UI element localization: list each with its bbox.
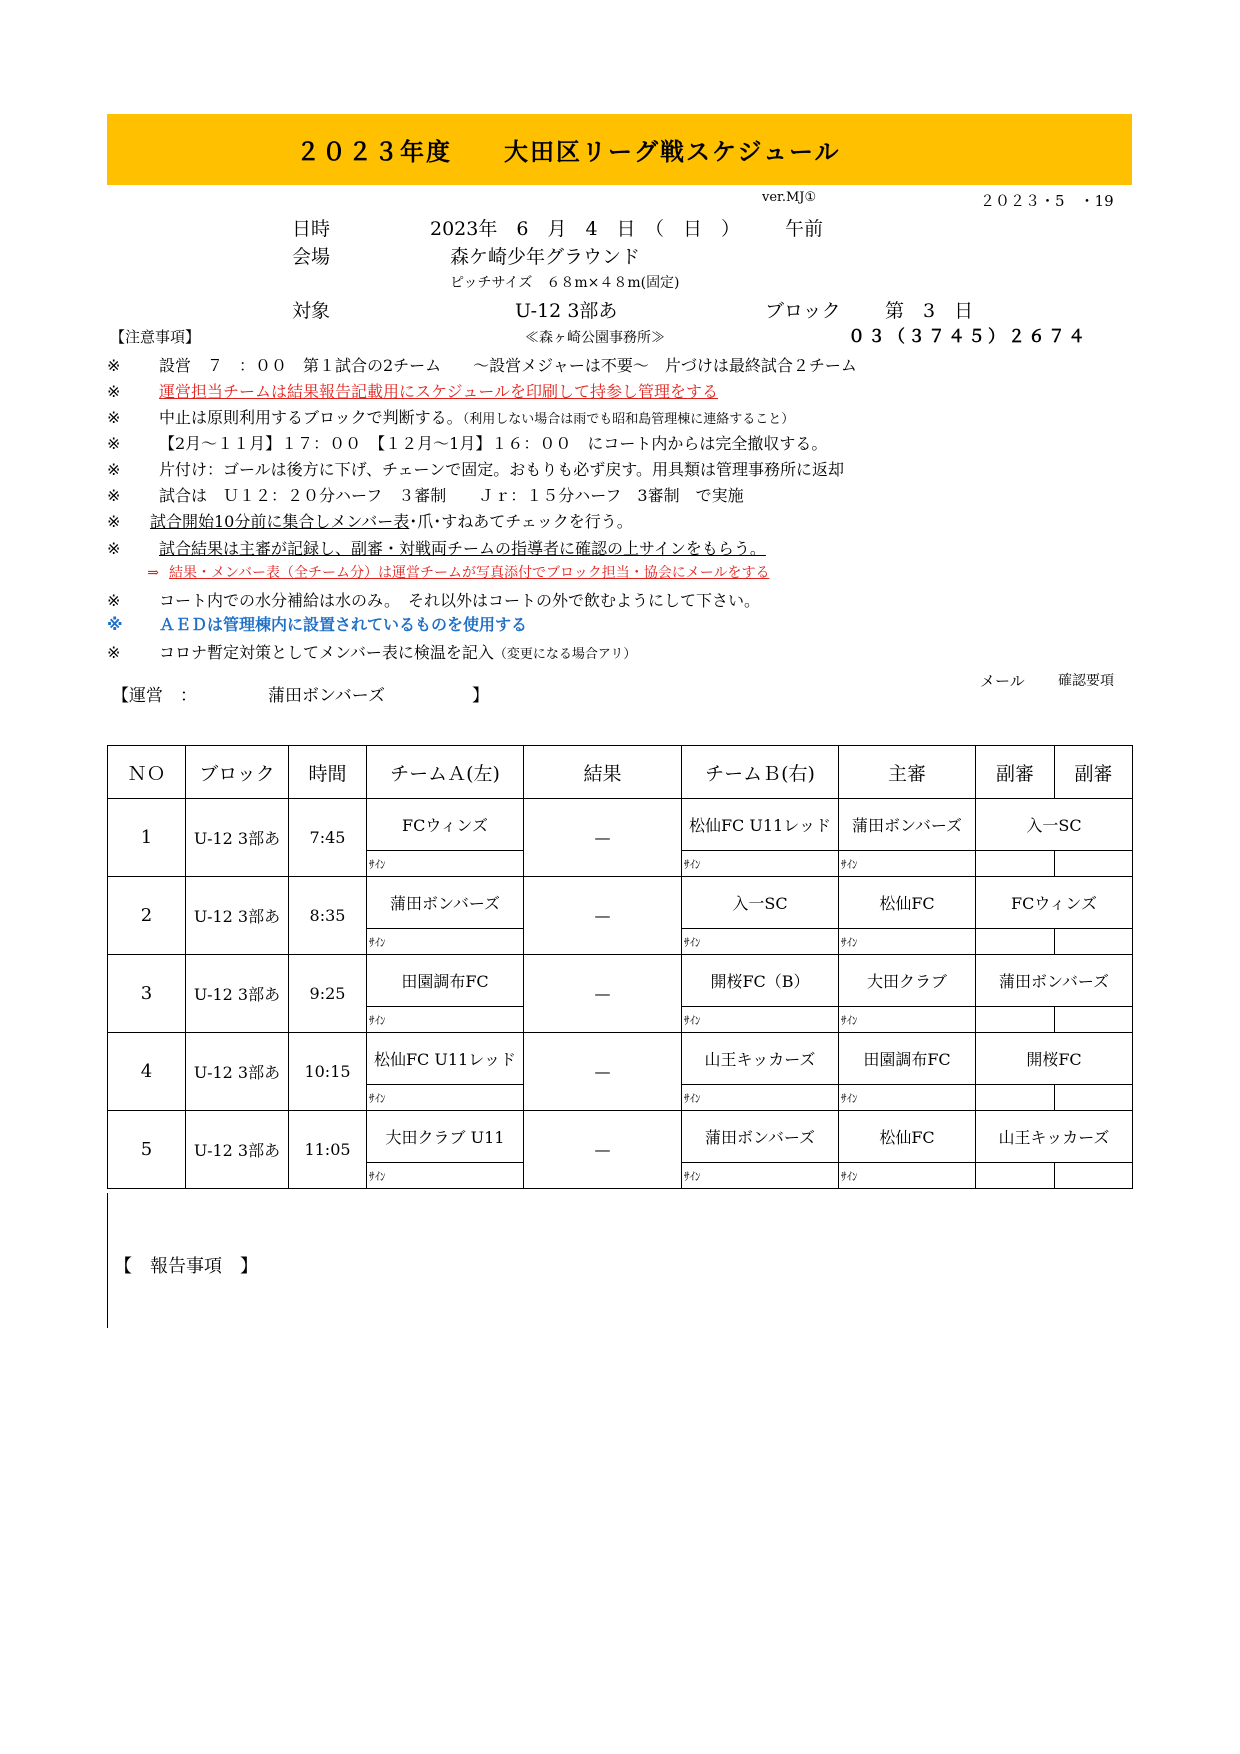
sign-field-b[interactable]: ｻｲﾝ [682, 929, 839, 955]
note-item: ※ 【2月～１１月】１７：００ 【１２月～1月】１６：００ にコート内からは完全撤収する。 [107, 434, 828, 453]
match-no: 2 [108, 877, 186, 955]
header-team-a: チームＡ(左) [367, 746, 524, 799]
datetime-label: 日時 [292, 218, 331, 240]
sign-field-assistant-2[interactable] [1055, 1163, 1133, 1189]
referee-cell: 大田クラブ [839, 955, 976, 1007]
team-b-cell: 山王キッカーズ [682, 1033, 839, 1085]
note-item: ※ 試合結果は主審が記録し、副審・対戦両チームの指導者に確認の上サインをもらう。 [107, 539, 766, 558]
sign-field-a[interactable]: ｻｲﾝ [367, 851, 524, 877]
sign-field-a[interactable]: ｻｲﾝ [367, 1163, 524, 1189]
match-time: 9:25 [289, 955, 367, 1033]
mail-label: メール [980, 672, 1025, 690]
venue-label: 会場 [292, 246, 331, 268]
schedule-table [107, 745, 1133, 1189]
sign-field-assistant-1[interactable] [976, 1085, 1055, 1111]
operation-close: 】 [472, 686, 489, 706]
header-block: ブロック [186, 746, 289, 799]
block-label: ブロック [765, 300, 841, 322]
header-referee: 主審 [839, 746, 976, 799]
match-block: U-12 3部あ [186, 955, 289, 1033]
sign-field-assistant-1[interactable] [976, 1163, 1055, 1189]
header-assistant-2: 副審 [1055, 746, 1133, 799]
sign-field-assistant-1[interactable] [976, 929, 1055, 955]
result-cell[interactable]: — [524, 799, 682, 877]
result-cell[interactable]: — [524, 1111, 682, 1189]
team-b-cell: 蒲田ボンバーズ [682, 1111, 839, 1163]
notes-heading: 【注意事項】 [110, 328, 201, 346]
target-value: U-12 3部あ [515, 300, 618, 322]
team-a-cell: 田園調布FC [367, 955, 524, 1007]
sign-field-referee[interactable]: ｻｲﾝ [839, 929, 976, 955]
referee-cell: 松仙FC [839, 877, 976, 929]
note-item: ※ コロナ暫定対策としてメンバー表に検温を記入（変更になる場合アリ） [107, 643, 637, 662]
table-row [108, 877, 1133, 929]
table-row [108, 799, 1133, 851]
sign-field-assistant-2[interactable] [1055, 1085, 1133, 1111]
block-value: 第 3 日 [885, 300, 974, 322]
note-item: ※ 試合は Ｕ１２：２０分ハーフ ３審制 Ｊｒ：１５分ハーフ 3審制 で実施 [107, 486, 744, 505]
referee-cell: 松仙FC [839, 1111, 976, 1163]
operation-label: 【運営 ： [112, 686, 197, 706]
sign-field-b[interactable]: ｻｲﾝ [682, 851, 839, 877]
table-row [108, 955, 1133, 1007]
note-item: ※ 片付け：ゴールは後方に下げ、チェーンで固定。おもりも必ず戻す。用具類は管理事務所に返却 [107, 460, 844, 479]
note-item: ※ 運営担当チームは結果報告記載用にスケジュールを印刷して持参し管理をする [107, 382, 719, 401]
note-item: ※ 試合開始10分前に集合しメンバー表･爪･すねあてチェックを行う。 [107, 512, 633, 531]
team-b-cell: 松仙FC U11レッド [682, 799, 839, 851]
match-block: U-12 3部あ [186, 1111, 289, 1189]
sign-field-assistant-2[interactable] [1055, 851, 1133, 877]
session-label: 午前 [785, 218, 824, 240]
assistant-cell: FCウィンズ [976, 877, 1133, 929]
note-item: ※ 中止は原則利用するブロックで判断する。（利用しない場合は雨でも昭和島管理棟に連絡すること） [107, 408, 795, 427]
sign-field-referee[interactable]: ｻｲﾝ [839, 1007, 976, 1033]
assistant-cell: 蒲田ボンバーズ [976, 955, 1133, 1007]
team-a-cell: FCウィンズ [367, 799, 524, 851]
sign-field-a[interactable]: ｻｲﾝ [367, 1085, 524, 1111]
match-block: U-12 3部あ [186, 799, 289, 877]
office-name: ≪森ヶ崎公園事務所≫ [525, 330, 665, 346]
note-item: ※ 設営 ７ ：００ 第１試合の2チーム ～設営メジャーは不要～ 片づけは最終試合２チーム [107, 356, 857, 375]
sign-field-referee[interactable]: ｻｲﾝ [839, 1163, 976, 1189]
referee-cell: 蒲田ボンバーズ [839, 799, 976, 851]
header-assistant-1: 副審 [976, 746, 1055, 799]
version-label: ver.MJ① [762, 190, 817, 205]
sign-field-referee[interactable]: ｻｲﾝ [839, 851, 976, 877]
team-a-cell: 大田クラブ U11 [367, 1111, 524, 1163]
sign-field-assistant-2[interactable] [1055, 929, 1133, 955]
match-time: 7:45 [289, 799, 367, 877]
sign-field-b[interactable]: ｻｲﾝ [682, 1163, 839, 1189]
header-result: 結果 [524, 746, 682, 799]
result-cell[interactable]: — [524, 1033, 682, 1111]
sign-field-a[interactable]: ｻｲﾝ [367, 929, 524, 955]
sign-field-b[interactable]: ｻｲﾝ [682, 1085, 839, 1111]
note-item: ※ ＡＥＤは管理棟内に設置されているものを使用する [107, 615, 528, 634]
team-b-cell: 入一SC [682, 877, 839, 929]
assistant-cell: 開桜FC [976, 1033, 1133, 1085]
assistant-cell: 入一SC [976, 799, 1133, 851]
match-no: 4 [108, 1033, 186, 1111]
result-cell[interactable]: — [524, 955, 682, 1033]
assistant-cell: 山王キッカーズ [976, 1111, 1133, 1163]
table-row [108, 1033, 1133, 1085]
match-time: 11:05 [289, 1111, 367, 1189]
team-b-cell: 開桜FC（B） [682, 955, 839, 1007]
match-no: 1 [108, 799, 186, 877]
table-header-row [108, 746, 1133, 799]
report-border [107, 1193, 108, 1328]
sign-field-assistant-1[interactable] [976, 1007, 1055, 1033]
sign-field-b[interactable]: ｻｲﾝ [682, 1007, 839, 1033]
header-time: 時間 [289, 746, 367, 799]
datetime-value: 2023年 6 月 4 日 （ 日 ） [430, 218, 741, 240]
venue-value: 森ケ崎少年グラウンド [450, 246, 641, 268]
page-title: ２０２３年度 大田区リーグ戦スケジュール [296, 138, 841, 166]
sign-field-assistant-2[interactable] [1055, 1007, 1133, 1033]
sign-field-referee[interactable]: ｻｲﾝ [839, 1085, 976, 1111]
target-label: 対象 [292, 300, 331, 322]
team-a-cell: 蒲田ボンバーズ [367, 877, 524, 929]
match-time: 10:15 [289, 1033, 367, 1111]
sign-field-assistant-1[interactable] [976, 851, 1055, 877]
header-no: ＮＯ [108, 746, 186, 799]
header-team-b: チームＢ(右) [682, 746, 839, 799]
operation-team: 蒲田ボンバーズ [268, 686, 385, 706]
match-block: U-12 3部あ [186, 1033, 289, 1111]
confirm-label: 確認要項 [1058, 673, 1114, 689]
team-a-cell: 松仙FC U11レッド [367, 1033, 524, 1085]
report-heading: 【 報告事項 】 [114, 1256, 258, 1277]
table-row [108, 1111, 1133, 1163]
pitch-size: ピッチサイズ ６８m×４８m(固定) [450, 275, 680, 291]
match-no: 5 [108, 1111, 186, 1189]
sign-field-a[interactable]: ｻｲﾝ [367, 1007, 524, 1033]
referee-cell: 田園調布FC [839, 1033, 976, 1085]
result-cell[interactable]: — [524, 877, 682, 955]
match-no: 3 [108, 955, 186, 1033]
note-item: ※ コート内での水分補給は水のみ。 それ以外はコートの外で飲むようにして下さい。 [107, 591, 760, 610]
date-stamp: ２０２３・5 ・19 [980, 192, 1114, 210]
office-phone: ０３（３７４５）２６７４ [848, 327, 1088, 347]
note-item: ⇒ 結果・メンバー表（全チーム分）は運営チームが写真添付でブロック担当・協会にメールをする [147, 565, 770, 581]
match-time: 8:35 [289, 877, 367, 955]
match-block: U-12 3部あ [186, 877, 289, 955]
